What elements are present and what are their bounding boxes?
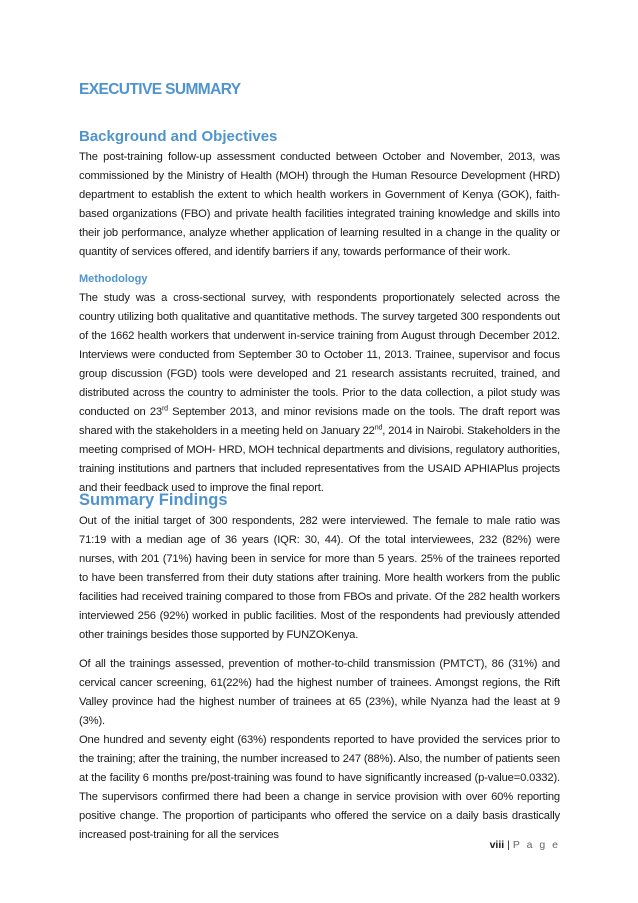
findings-heading: Summary Findings: [79, 491, 228, 509]
methodology-text-2: September 2013, and minor revisions made on the tools. The draft report was shared with the stakeholders in a meeting held on January 22: [79, 406, 560, 437]
methodology-text-3: , 2014 in Nairobi. Stakeholders in the meeting comprised of MOH- HRD, MOH technical departments and divisions, regulatory authorities, training institutions and partners that included representatives from the USAID APHIAPlus projects and their feedback used to improve the final report.: [79, 425, 561, 494]
methodology-text-1: The study was a cross-sectional survey, with respondents proportionately selected across the country utilizing both qualitative and quantitative methods. The survey targeted 300 respondents out of the 1662 health workers that underwent in-service training from August through December 2012. Interviews were conducted from September 30 to October 11, 2013. Trainee, supervisor and focus group discussion (FGD) tools were developed and 21 research assistants recruited, trained, and distributed across the country to administer the tools. Prior to the data collection, a pilot study was conducted on 23: [79, 292, 560, 418]
background-heading: Background and Objectives: [79, 128, 278, 145]
methodology-heading: Methodology: [79, 273, 148, 285]
findings-paragraph-2: Of all the trainings assessed, prevention of mother-to-child transmission (PMTCT), 86 (31%) and cervical cancer screening, 61(22%) had the highest number of trainees. Amongst regions, the Rift Valley province had the highest number of trainees at 65 (23%), while Nyanza had the least at 9 (3%).: [79, 658, 560, 727]
findings-paragraph-1: Out of the initial target of 300 respondents, 282 were interviewed. The female to male ratio was 71:19 with a median age of 36 years (IQR: 30, 44). Of the total interviewees, 232 (82%) were nurses, with 201 (71%) having been in service for more than 5 years. 25% of the trainees reported to have been transferred from their duty stations after training. More health workers from the public facilities had received training compared to those from FBOs and private. Of the 282 health workers interviewed 256 (92%) worked in public facilities. Most of the respondents had previously attended other trainings besides those supported by FUNZOKenya.: [79, 515, 560, 641]
footer-separator: |: [507, 839, 510, 851]
findings-paragraph-3: One hundred and seventy eight (63%) respondents reported to have provided the services prior to the training; after the training, the number increased to 247 (88%). Also, the number of patients seen at the facility 6 months pre/post-training was found to have significantly increased (p-value=0.0332). The supervisors confirmed there had been a change in service provision with over 60% reporting positive change. The proportion of participants who offered the service on a daily basis drastically increased post-training for all the services: [79, 734, 560, 841]
methodology-paragraph: [79, 289, 560, 498]
document-title: EXECUTIVE SUMMARY: [79, 81, 241, 98]
page-label: P a g e: [512, 839, 560, 851]
page-footer: [490, 839, 560, 851]
background-paragraph: The post-training follow-up assessment conducted between October and November, 2013, was commissioned by the Ministry of Health (MOH) through the Human Resource Development (HRD) department to establish the extent to which health workers in Government of Kenya (GOK), faith-based organizations (FBO) and private health facilities integrated training knowledge and skills into their job performance, analyze whether application of learning resulted in a change in the quality or quantity of services offered, and identify barriers if any, towards performance of their work.: [79, 151, 560, 258]
methodology-sup-1: rd: [161, 405, 168, 413]
methodology-sup-2: nd: [374, 424, 383, 432]
page-number: viii: [489, 839, 505, 851]
